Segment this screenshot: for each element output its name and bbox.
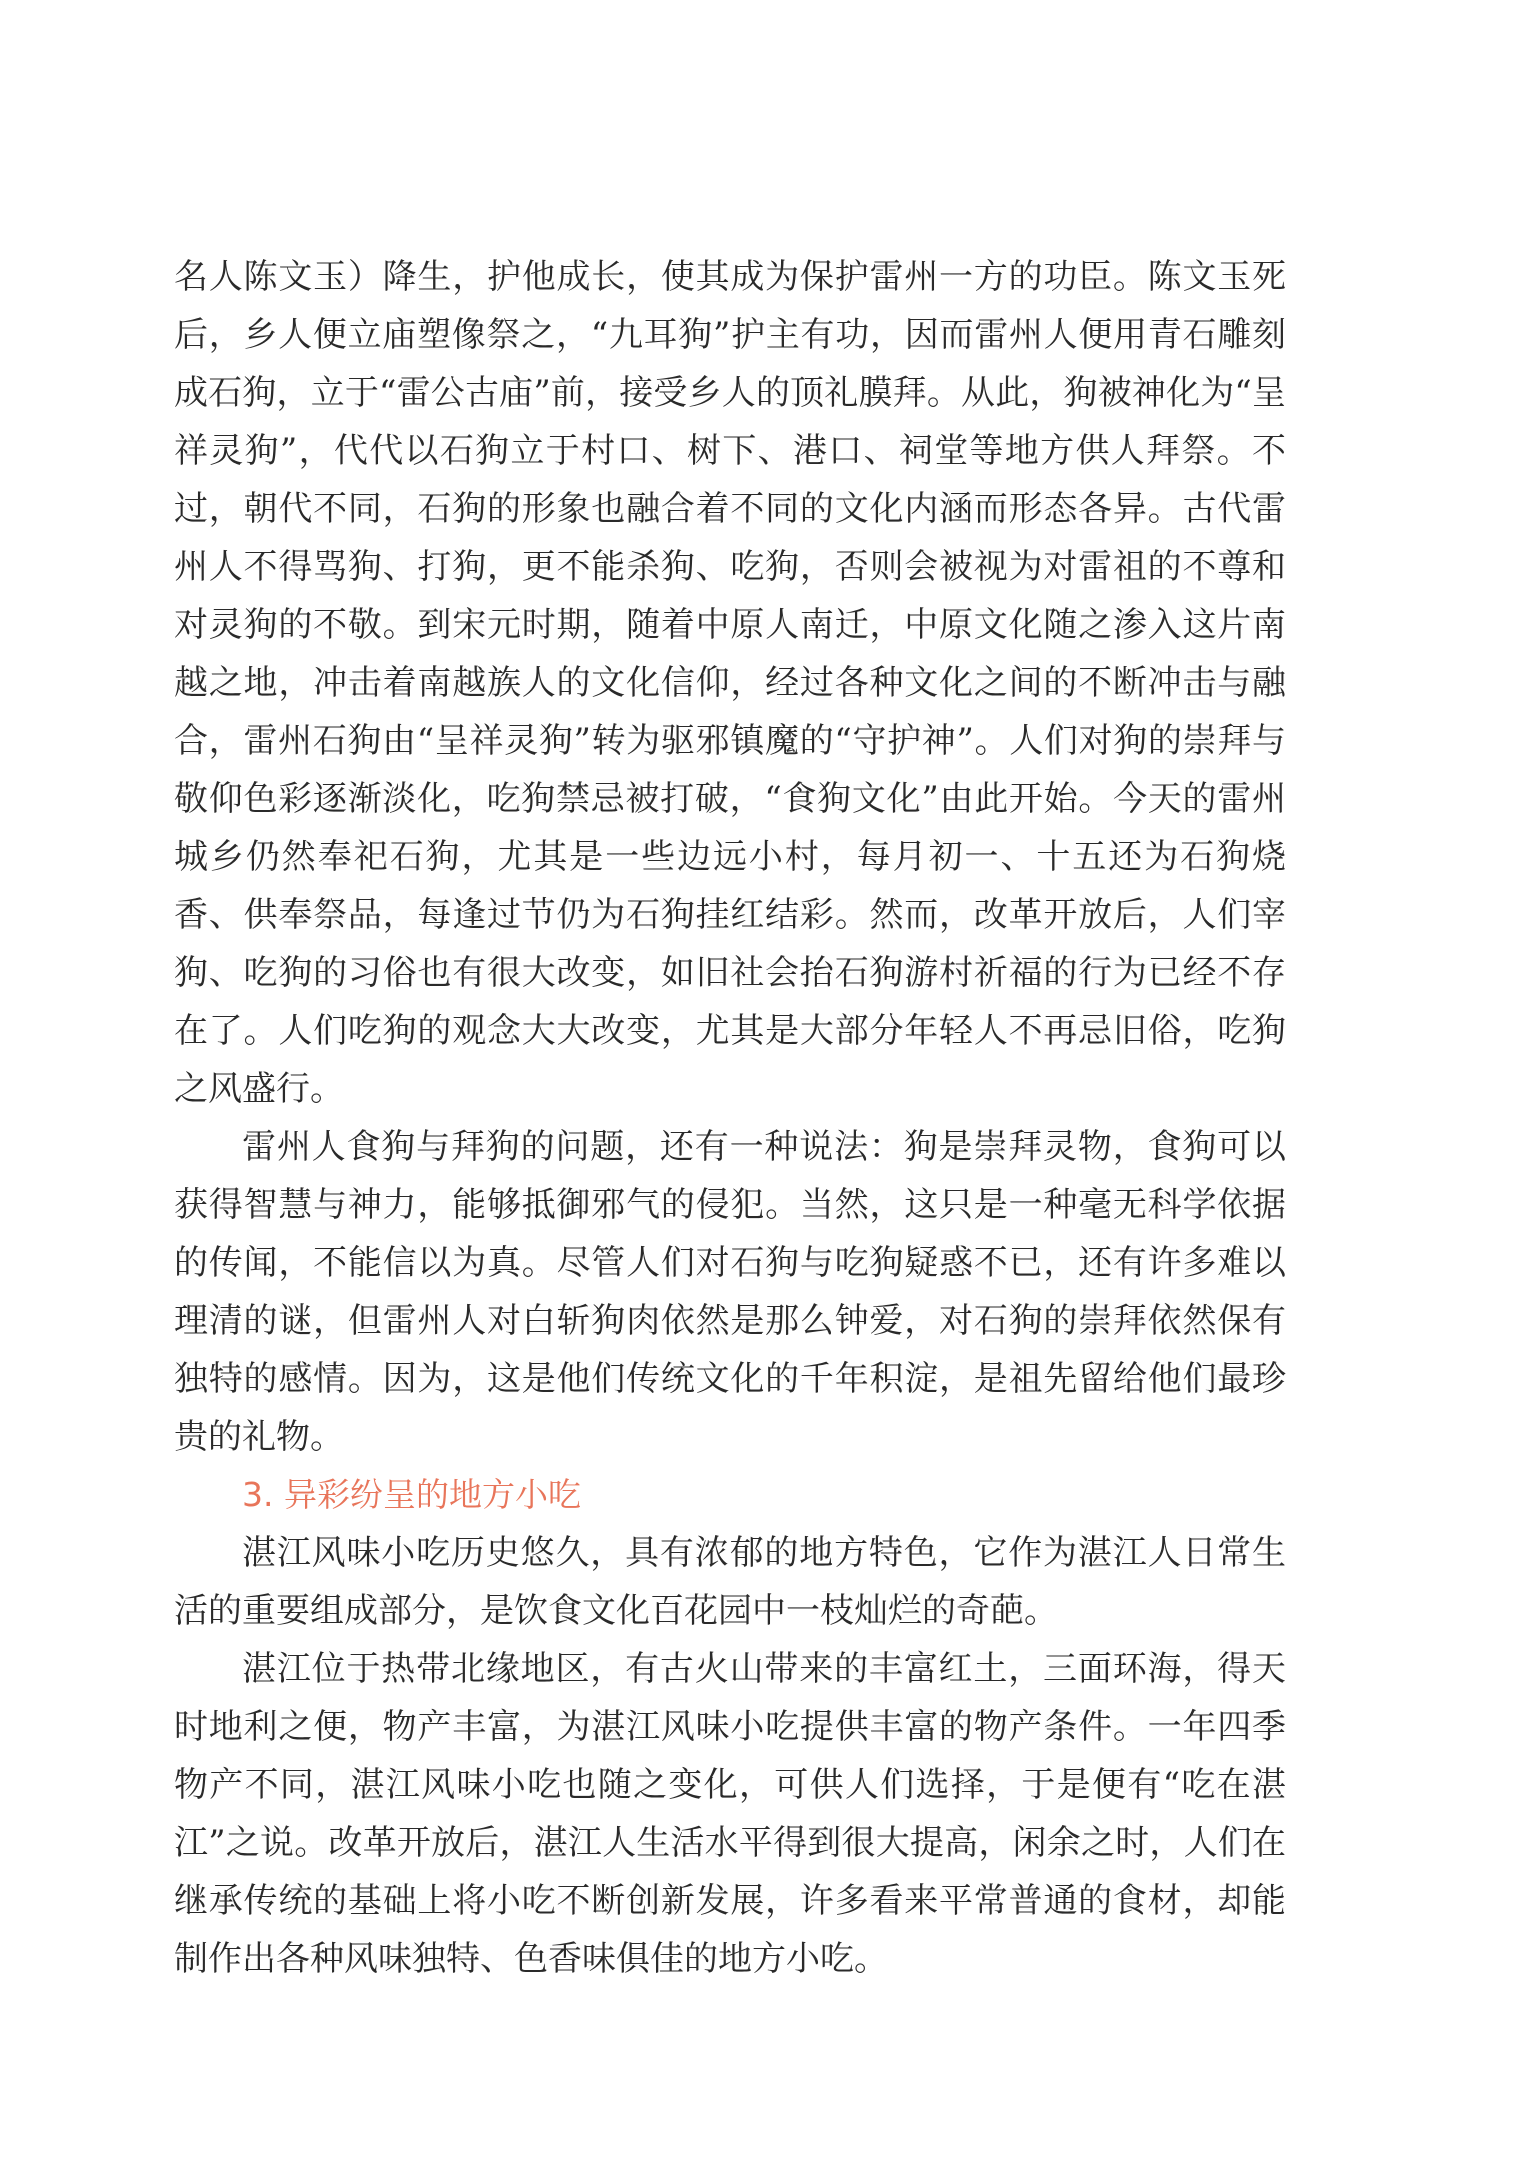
paragraph-snack-conditions: 湛江位于热带北缘地区，有古火山带来的丰富红土，三面环海，得天时地利之便，物产丰富，为湛江风味小吃提供丰富的物产条件。一年四季物产不同，湛江风味小吃也随之变化，可供人们选择，于是便有“吃在湛江”之说。改革开放后，湛江人生活水平得到很大提高，闲余之时，人们在继承传统的基础上将小吃不断创新发展，许多看来平常普通的食材，却能制作出各种风味独特、色香味俱佳的地方小吃。: [174, 1649, 1286, 1979]
document-body: [174, 248, 1286, 1988]
paragraph-snack-history: 湛江风味小吃历史悠久，具有浓郁的地方特色，它作为湛江人日常生活的重要组成部分，是饮食文化百花园中一枝灿烂的奇葩。: [174, 1533, 1286, 1631]
paragraph-dog-worship-explanation: 雷州人食狗与拜狗的问题，还有一种说法：狗是崇拜灵物，食狗可以获得智慧与神力，能够抵御邪气的侵犯。当然，这只是一种毫无科学依据的传闻，不能信以为真。尽管人们对石狗与吃狗疑惑不已，还有许多难以理清的谜，但雷州人对白斩狗肉依然是那么钟爱，对石狗的崇拜依然保有独特的感情。因为，这是他们传统文化的千年积淀，是祖先留给他们最珍贵的礼物。: [174, 1127, 1286, 1457]
paragraph-continued: 名人陈文玉）降生，护他成长，使其成为保护雷州一方的功臣。陈文玉死后，乡人便立庙塑像祭之，“九耳狗”护主有功，因而雷州人便用青石雕刻成石狗，立于“雷公古庙”前，接受乡人的顶礼膜拜。从此，狗被神化为“呈祥灵狗”，代代以石狗立于村口、树下、港口、祠堂等地方供人拜祭。不过，朝代不同，石狗的形象也融合着不同的文化内涵而形态各异。古代雷州人不得骂狗、打狗，更不能杀狗、吃狗，否则会被视为对雷祖的不尊和对灵狗的不敬。到宋元时期，随着中原人南迁，中原文化随之渗入这片南越之地，冲击着南越族人的文化信仰，经过各种文化之间的不断冲击与融合，雷州石狗由“呈祥灵狗”转为驱邪镇魔的“守护神”。人们对狗的崇拜与敬仰色彩逐渐淡化，吃狗禁忌被打破，“食狗文化”由此开始。今天的雷州城乡仍然奉祀石狗，尤其是一些边远小村，每月初一、十五还为石狗烧香、供奉祭品，每逢过节仍为石狗挂红结彩。然而，改革开放后，人们宰狗、吃狗的习俗也有很大改变，如旧社会抬石狗游村祈福的行为已经不存在了。人们吃狗的观念大大改变，尤其是大部分年轻人不再忌旧俗，吃狗之风盛行。: [174, 257, 1286, 1109]
section-heading-local-snacks: 3. 异彩纷呈的地方小吃: [242, 1475, 581, 1514]
